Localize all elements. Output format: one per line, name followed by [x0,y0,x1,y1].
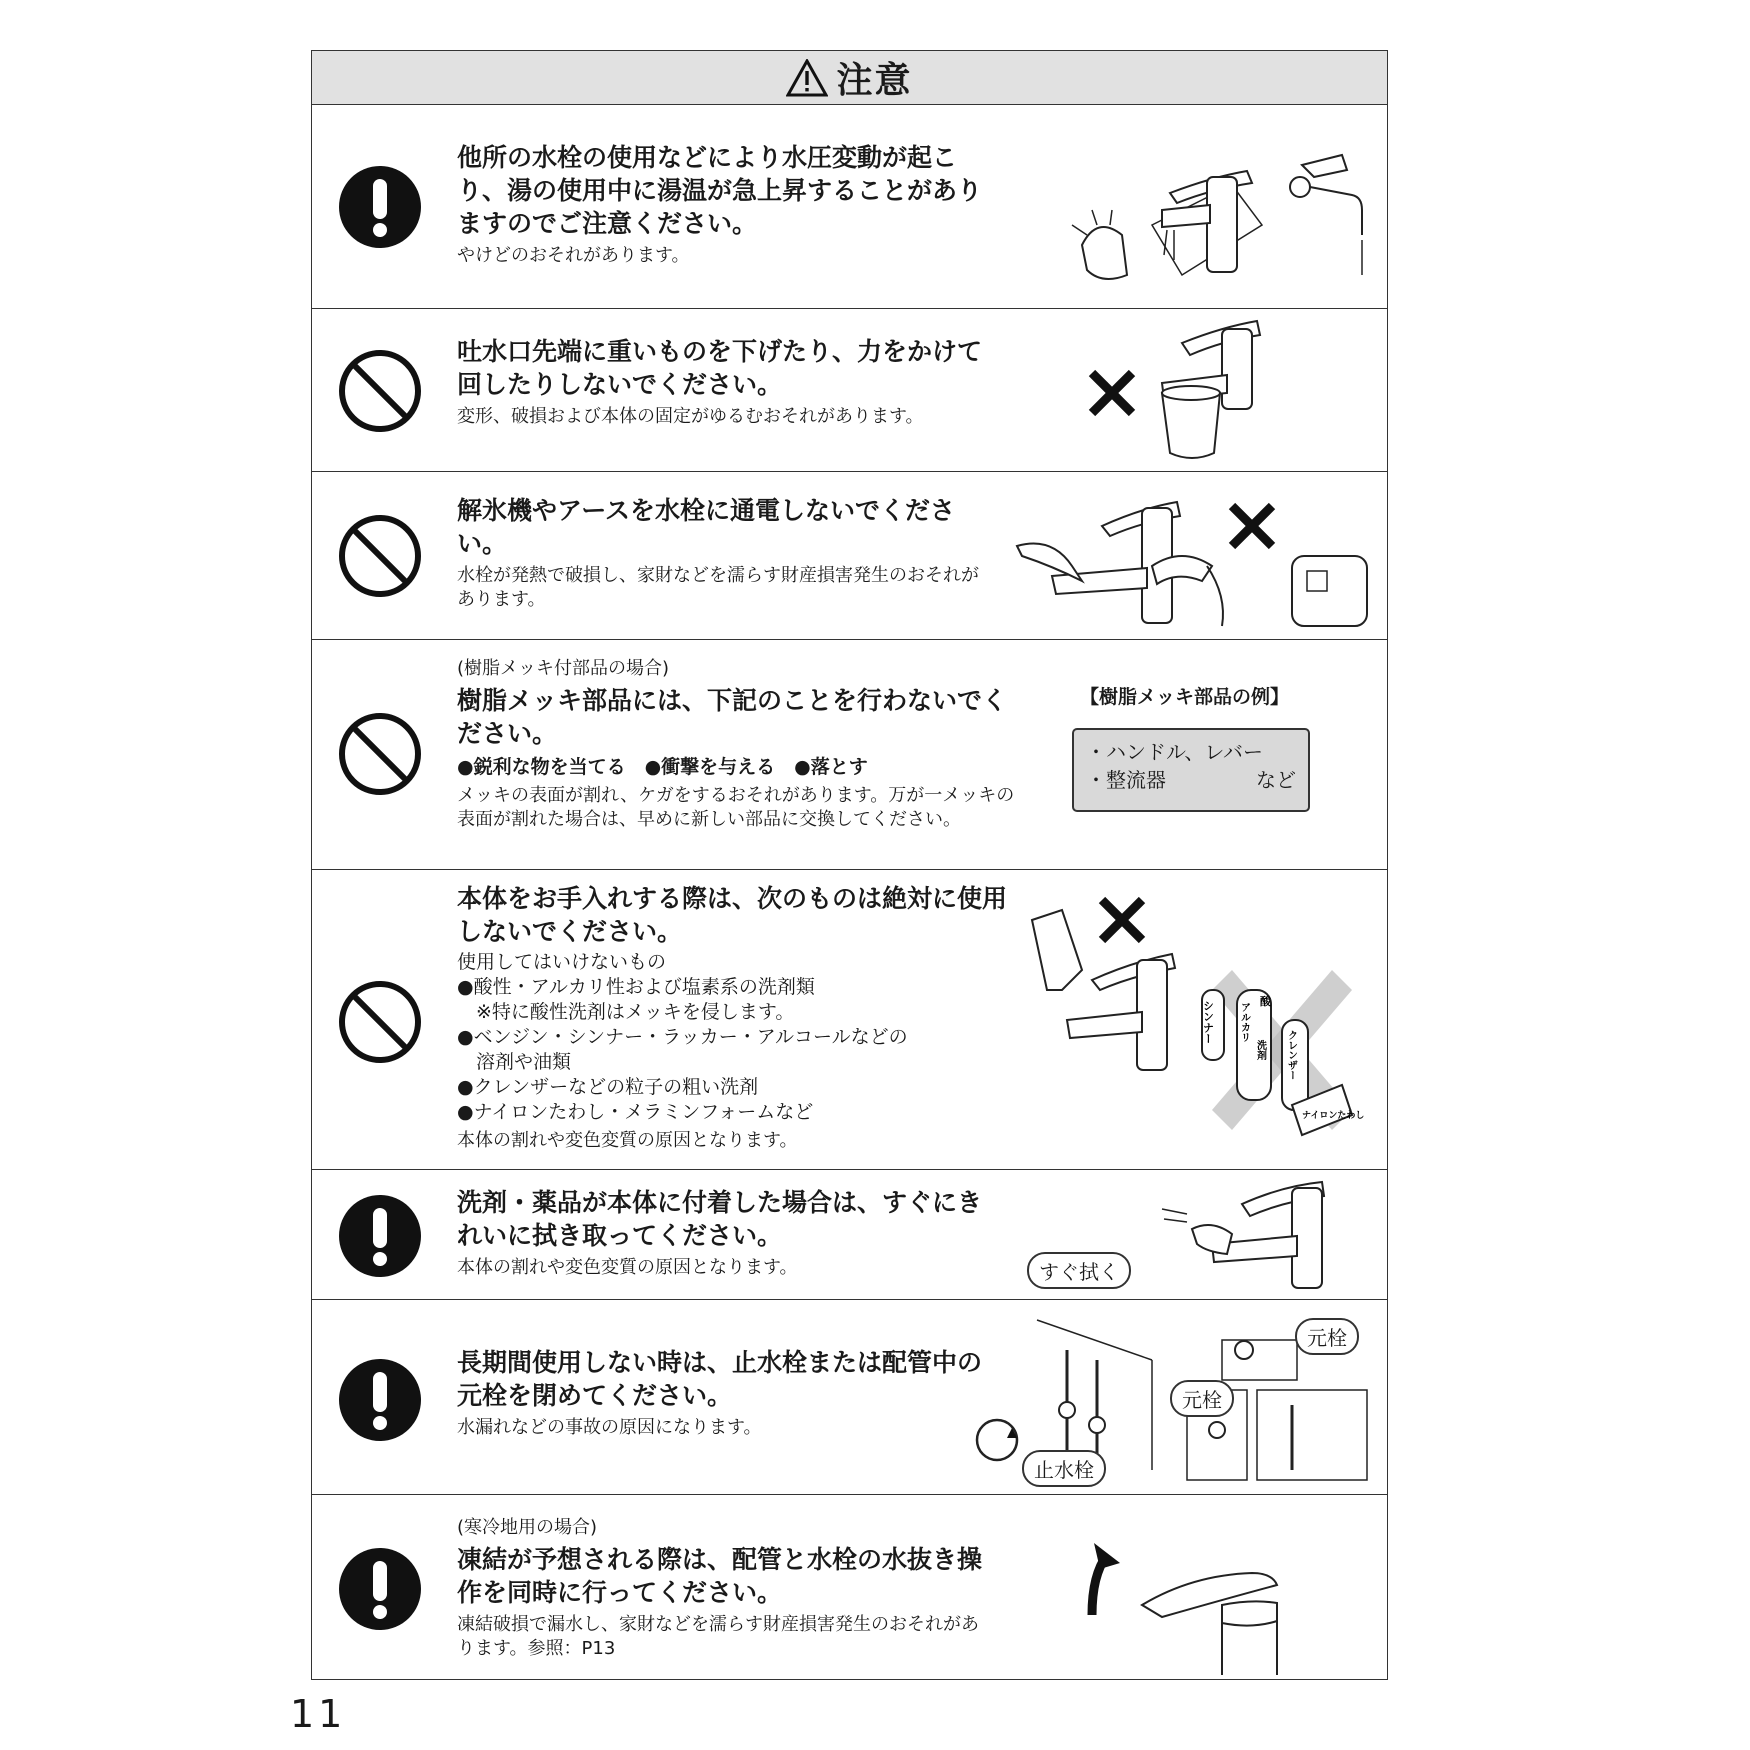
prohibition-icon [338,980,422,1064]
deicer-clamp-illustration [1012,486,1382,636]
mandatory-exclamation-icon [338,1194,422,1278]
row-note: (寒冷地用の場合) [457,1517,598,1538]
list-item: ●酸性・アルカリ性および塩素系の洗剤類 [457,976,815,998]
list-item: ●ナイロンたわし・メラミンフォームなど [457,1101,814,1123]
row-heading: 洗剤・薬品が本体に付着した場合は、すぐにきれいに拭き取ってください。 [457,1188,983,1250]
row-heading: 長期間使用しない時は、止水栓または配管中の元栓を閉めてください。 [457,1348,983,1410]
list-title: 使用してはいけないもの [457,951,667,973]
caution-title: 注意 [836,60,913,101]
row-heading: 樹脂メッキ部品には、下記のことを行わないでください。 [457,686,1008,748]
row-body: 水漏れなどの事故の原因になります。 [457,1417,762,1438]
product-label-alkali: アルカリ [1238,1002,1250,1042]
cross-mark-icon [1102,900,1142,940]
row-body: 凍結破損で漏水し、家財などを濡らす財産損害発生のおそれがあります。参照：P13 [457,1614,979,1659]
row-heading: 他所の水栓の使用などにより水圧変動が起こり、湯の使用中に湯温が急上昇することがありますのでご注意ください。 [457,143,983,238]
row-body: 本体の割れや変色変質の原因となります。 [457,1257,798,1278]
main-valve-callout: 元栓 [1170,1380,1234,1417]
warning-triangle-icon [786,59,828,97]
bucket-on-spout-illustration [1082,313,1282,468]
mandatory-exclamation-icon [338,165,422,249]
prohibition-icon [338,712,422,796]
example-line: ・ハンドル、レバー [1086,740,1263,764]
lever-lift-illustration [1072,1525,1302,1675]
caution-row-water-pressure [312,105,1387,309]
caution-row-shutoff-valve [312,1300,1387,1495]
list-item: ●ベンジン・シンナー・ラッカー・アルコールなどの [457,1026,908,1048]
product-label-nylon: ナイロンたわし [1302,1111,1365,1121]
row-heading: 本体をお手入れする際は、次のものは絶対に使用しないでください。 [457,884,1008,946]
wiping-faucet-illustration [1152,1174,1362,1294]
wipe-immediately-callout: すぐ拭く [1027,1252,1131,1289]
product-label-acid: 酸 [1260,995,1271,1008]
list-item: ●クレンザーなどの粒子の粗い洗剤 [457,1076,759,1098]
row-body: 変形、破損および本体の固定がゆるむおそれがあります。 [457,406,924,427]
caution-row-spout-weight [312,309,1387,472]
caution-row-wipe-chemicals [312,1170,1387,1300]
mandatory-exclamation-icon [338,1547,422,1631]
product-label-detergent: 洗剤 [1254,1040,1266,1060]
cleaning-products-illustration [1012,890,1382,1160]
row-heading: 解氷機やアースを水栓に通電しないでください。 [457,496,956,558]
example-suffix: など [1256,768,1296,792]
prohibition-icon [338,349,422,433]
caution-row-freezing [312,1495,1387,1681]
row-body: 水栓が発熱で破損し、家財などを濡らす財産損害発生のおそれがあります。 [457,565,979,610]
cross-mark-icon [1232,506,1272,546]
page-number: 11 [290,1692,347,1736]
list-item: 溶剤や油類 [457,1051,572,1073]
example-line: ・整流器 [1086,768,1166,792]
product-label-thinner: シンナー [1201,1000,1215,1044]
row-heading: 凍結が予想される際は、配管と水栓の水抜き操作を同時に行ってください。 [457,1545,983,1607]
example-title: 【樹脂メッキ部品の例】 [1080,686,1290,708]
caution-row-deicer [312,472,1387,640]
row-body: 本体の割れや変色変質の原因となります。 [457,1130,798,1151]
row-prohibited-actions: ●鋭利な物を当てる ●衝撃を与える ●落とす [457,756,868,778]
cross-mark-icon [1092,373,1132,413]
row-note: (樹脂メッキ付部品の場合) [457,658,670,679]
caution-header [312,51,1387,105]
row-body: やけどのおそれがあります。 [457,245,690,266]
stop-valve-callout: 止水栓 [1022,1450,1106,1487]
row-body: メッキの表面が割れ、ケガをするおそれがあります。万が一メッキの表面が割れた場合は、早めに新しい部品に交換してください。 [457,785,1015,830]
product-label-cleanser: クレンザー [1285,1030,1297,1080]
example-box [1072,728,1310,812]
mandatory-exclamation-icon [338,1358,422,1442]
caution-panel [311,50,1388,1680]
caution-row-resin-plating [312,640,1387,870]
main-valve-callout: 元栓 [1295,1318,1359,1355]
list-item: ※特に酸性洗剤はメッキを侵します。 [457,1001,795,1023]
caution-row-cleaning-agents [312,870,1387,1170]
row-heading: 吐水口先端に重いものを下げたり、力をかけて回したりしないでください。 [457,337,983,399]
faucet-burn-illustration [1052,115,1372,295]
prohibition-icon [338,514,422,598]
